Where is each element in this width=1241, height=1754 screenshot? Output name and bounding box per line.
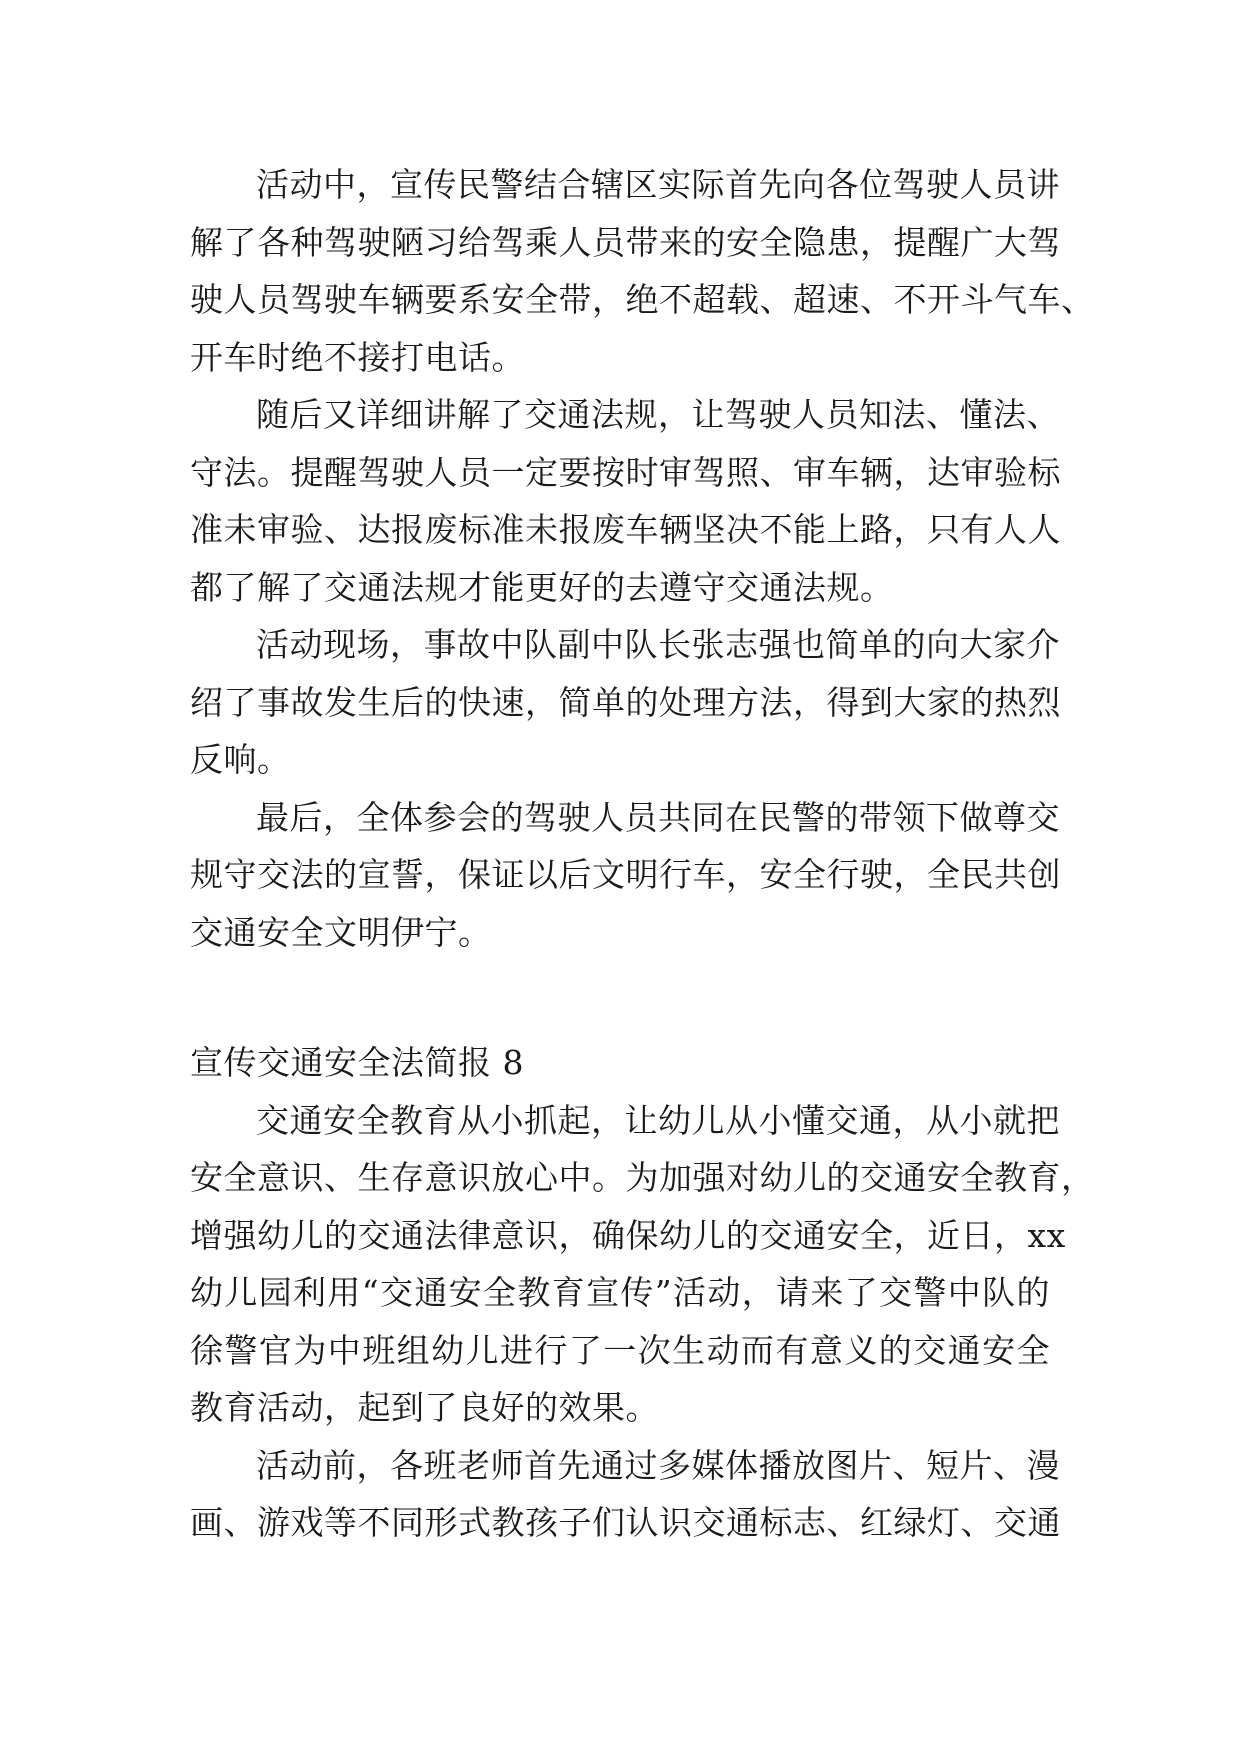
text-line: 画、游戏等不同形式教孩子们认识交通标志、红绿灯、交通 <box>190 1503 1061 1542</box>
paragraph-activity-intro <box>190 156 1095 386</box>
paragraph-oath <box>190 789 1061 962</box>
paragraph-traffic-rules <box>190 386 1061 616</box>
text-line: 活动中，宣传民警结合辖区实际首先向各位驾驶人员讲 <box>256 165 1060 204</box>
text-line: 准未审验、达报废标准未报废车辆坚决不能上路，只有人人 <box>190 510 1061 549</box>
text-line: 安全意识、生存意识放心中。为加强对幼儿的交通安全教育， <box>190 1158 1095 1197</box>
paragraph-kindergarten-intro <box>190 1092 1095 1437</box>
text-line: 绍了事故发生后的快速，简单的处理方法，得到大家的热烈 <box>190 682 1061 722</box>
text-line: 最后，全体参会的驾驶人员共同在民警的带领下做尊交 <box>256 797 1060 837</box>
document-body <box>190 156 1095 1552</box>
text-line: 增强幼儿的交通法律意识，确保幼儿的交通安全，近日，xx <box>190 1215 1066 1255</box>
text-line: 幼儿园利用“交通安全教育宣传”活动，请来了交警中队的 <box>190 1273 1050 1312</box>
text-line: 活动现场，事故中队副中队长张志强也简单的向大家介 <box>256 625 1060 664</box>
text-line: 活动前，各班老师首先通过多媒体播放图片、短片、漫 <box>256 1445 1060 1485</box>
paragraph-activity-site <box>190 616 1061 789</box>
text-line: 开车时绝不接打电话。 <box>190 337 525 377</box>
section-heading <box>190 1034 1050 1092</box>
text-line: 守法。提醒驾驶人员一定要按时审驾照、审车辆，达审验标 <box>190 452 1061 492</box>
text-line: 随后又详细讲解了交通法规，让驾驶人员知法、懂法、 <box>256 395 1060 434</box>
text-line: 驶人员驾驶车辆要系安全带，绝不超载、超速、不开斗气车、 <box>190 280 1095 319</box>
section-title: 宣传交通安全法简报 8 <box>190 1043 524 1082</box>
text-line: 徐警官为中班组幼儿进行了一次生动而有意义的交通安全 <box>190 1330 1050 1370</box>
paragraph-before-activity <box>190 1437 1061 1552</box>
text-line: 反响。 <box>190 740 291 779</box>
section-spacer <box>190 961 1050 1034</box>
text-line: 交通安全文明伊宁。 <box>190 912 492 952</box>
text-line: 都了解了交通法规才能更好的去遵守交通法规。 <box>190 567 894 607</box>
text-line: 解了各种驾驶陋习给驾乘人员带来的安全隐患，提醒广大驾 <box>190 222 1061 262</box>
text-line: 交通安全教育从小抓起，让幼儿从小懂交通，从小就把 <box>256 1100 1060 1140</box>
text-line: 规守交法的宣誓，保证以后文明行车，安全行驶，全民共创 <box>190 855 1061 894</box>
text-line: 教育活动，起到了良好的效果。 <box>190 1388 659 1427</box>
